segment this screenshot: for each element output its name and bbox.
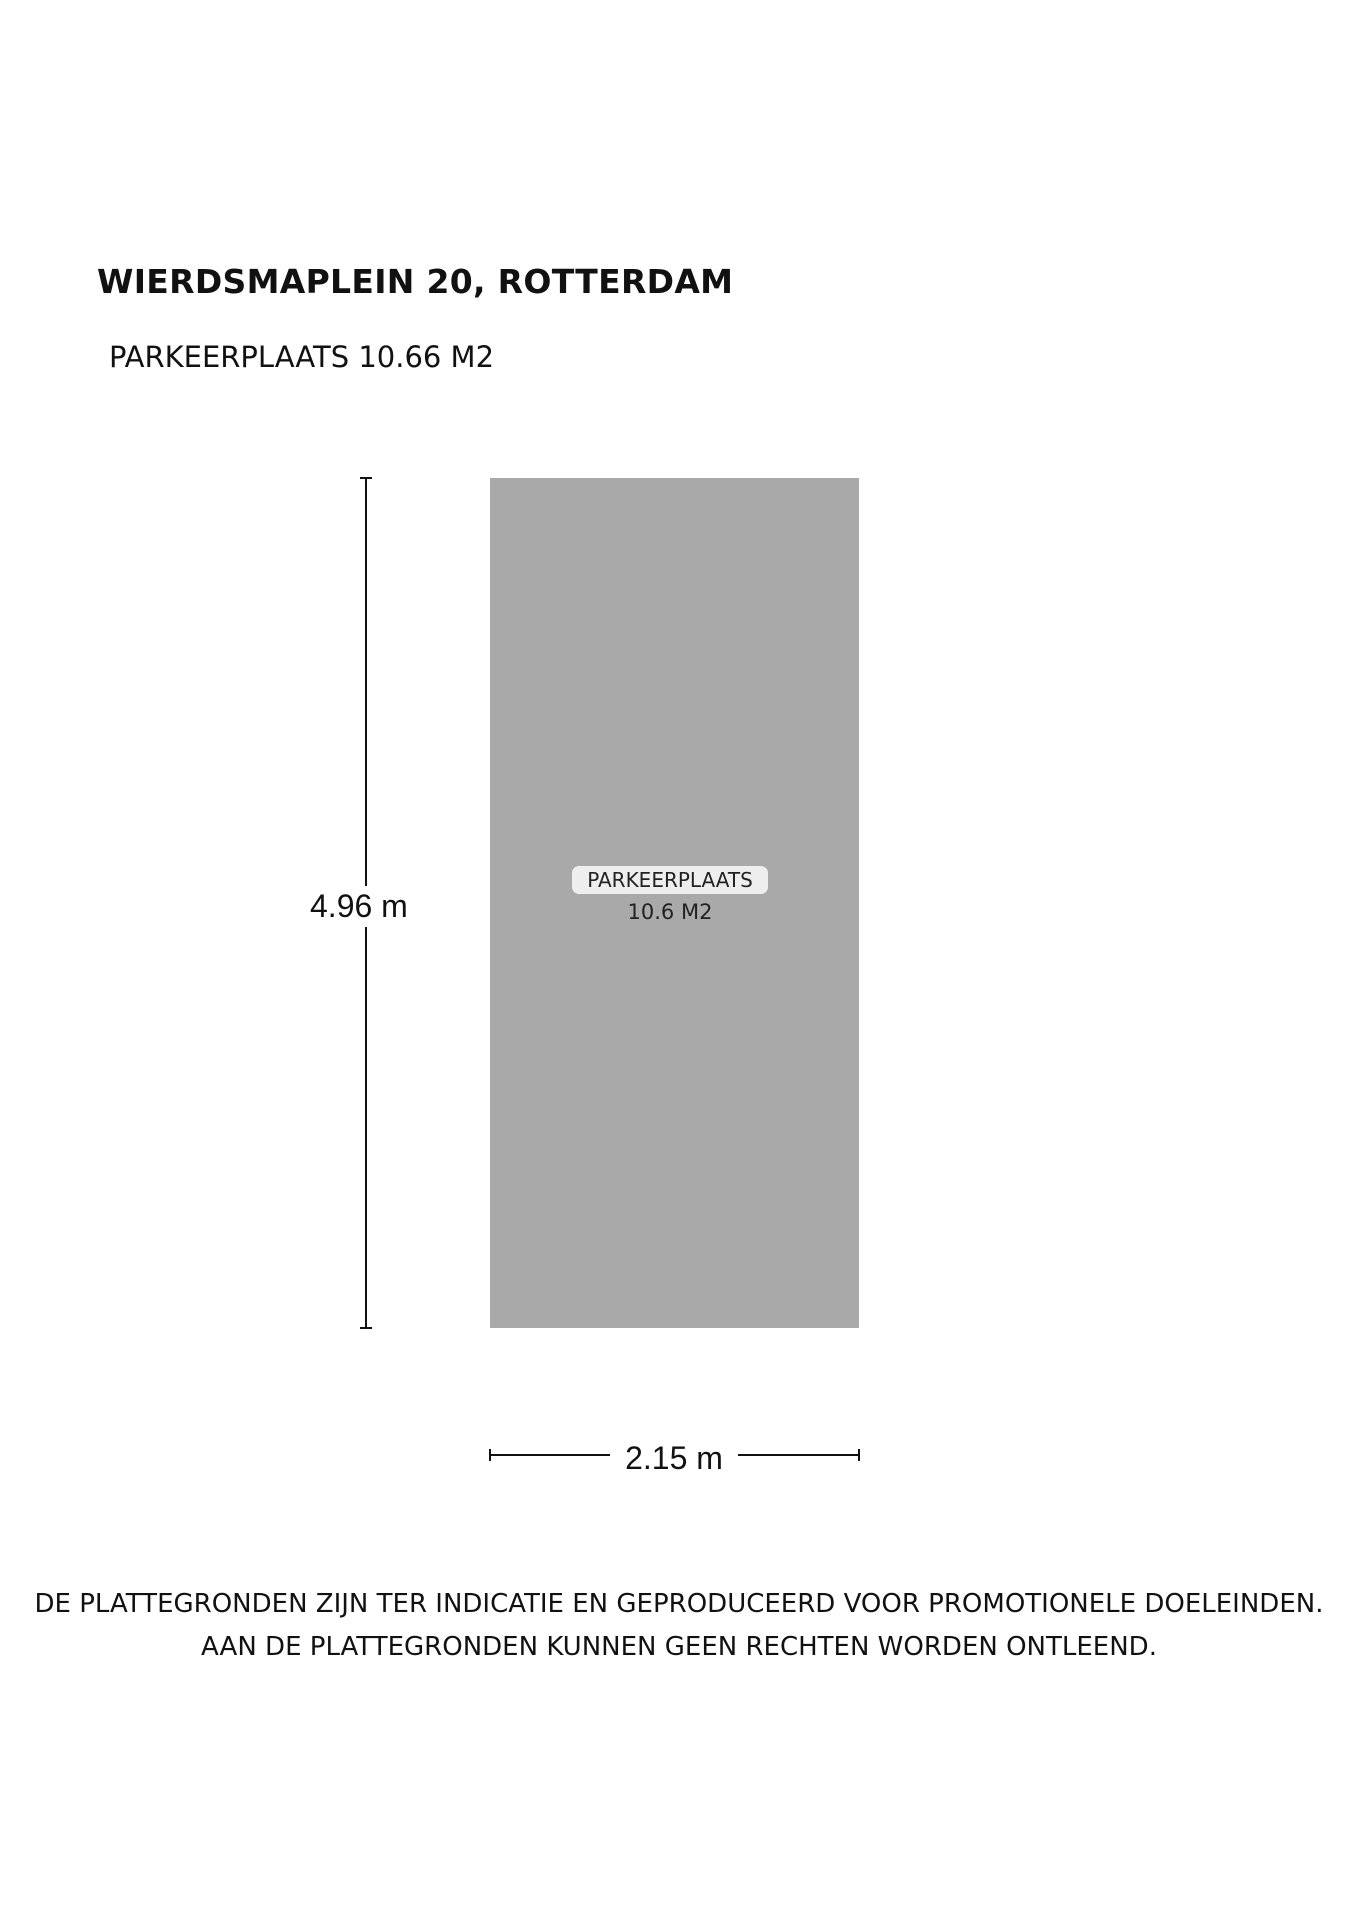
room-area: 10.6 M2 [627,900,713,924]
height-dimension-label: 4.96 m [310,886,408,927]
disclaimer-line-1: DE PLATTEGRONDEN ZIJN TER INDICATIE EN GEPRODUCEERD VOOR PROMOTIONELE DOELEINDEN. [34,1589,1324,1619]
page-subtitle: PARKEERPLAATS 10.66 M2 [109,340,495,374]
disclaimer [0,1583,1358,1669]
room-label: PARKEERPLAATS [572,866,768,894]
width-dimension-label: 2.15 m [614,1440,734,1477]
disclaimer-line-2: AAN DE PLATTEGRONDEN KUNNEN GEEN RECHTEN WORDEN ONTLEEND. [201,1632,1157,1662]
page-title: WIERDSMAPLEIN 20, ROTTERDAM [97,262,734,301]
